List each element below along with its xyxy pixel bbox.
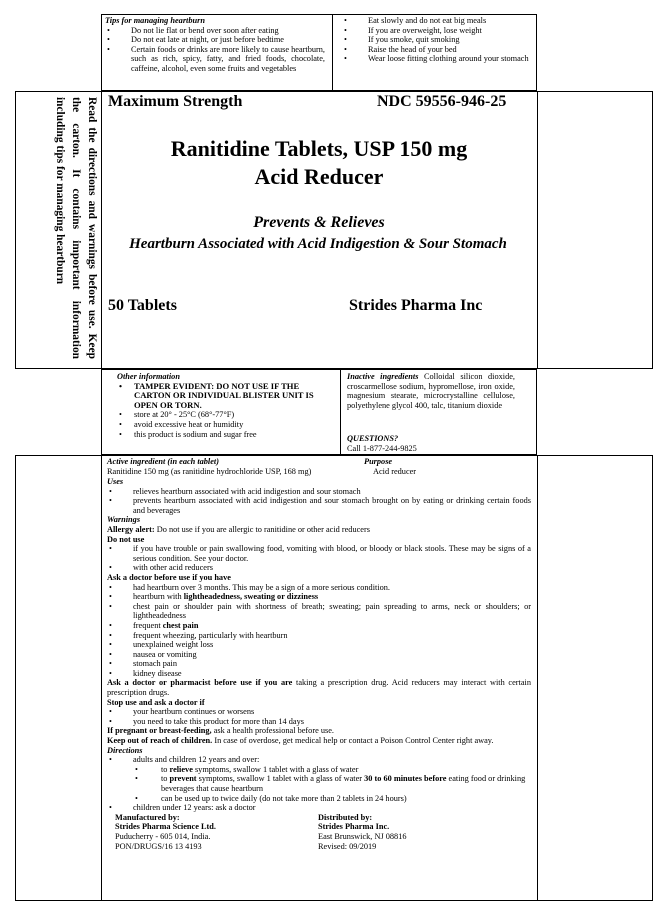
pharmacist-label: Ask a doctor or pharmacist before use if you are — [107, 678, 293, 688]
do-not-use-label: Do not use — [107, 534, 145, 544]
other-info-title: Other information — [117, 372, 180, 381]
allergy-label: Allergy alert: — [107, 524, 155, 534]
ask-item-bold: chest pain — [162, 620, 199, 630]
use-item: • relieves heartburn associated with acid indigestion and sour stomach — [107, 487, 531, 497]
warnings-title: Warnings — [107, 515, 141, 525]
claim-line-2: Heartburn Associated with Acid Indigestion & Sour Stomach — [129, 236, 507, 252]
tamper-warning: • TAMPER EVIDENT: DO NOT USE IF THE CARTON OR INDIVIDUAL BLISTER UNIT IS OPEN OR TORN. — [117, 382, 335, 411]
questions-block — [347, 434, 515, 453]
other-info-item: • this product is sodium and sugar free — [117, 430, 335, 440]
dir-text: symptoms, swallow 1 tablet with a glass of water — [192, 764, 359, 774]
dir-text: to — [161, 774, 170, 784]
directions-children: • children under 12 years: ask a doctor — [107, 803, 531, 813]
side-panel — [42, 97, 100, 359]
directions-adults: • adults and children 12 years and over: — [107, 755, 531, 765]
side-text: Read the directions and warnings before use. Keep the carton. It contains important information including tips for managing heartburn — [54, 97, 98, 359]
active-text: Ranitidine 150 mg (as ranitidine hydrochloride USP, 168 mg) — [107, 466, 312, 476]
tablet-count: 50 Tablets — [108, 297, 177, 314]
do-not-use-item: • with other acid reducers — [107, 563, 531, 573]
tips-divider — [332, 14, 333, 91]
mfg-title: Manufactured by: — [115, 812, 180, 822]
dir-bold: relieve — [169, 764, 193, 774]
dir-text: eating food or drinking beverages that cause heartburn — [161, 774, 526, 793]
dist-name: Strides Pharma Inc. — [318, 822, 390, 832]
inactive-title: Inactive ingredients — [347, 372, 419, 381]
ask-item-text: heartburn with — [133, 592, 184, 602]
keep-out-label: Keep out of reach of children. — [107, 736, 213, 746]
inactive-text: Colloidal silicon dioxide, croscarmellose sodium, hypromellose, iron oxide, magnesium stearate, microcrystalline cellulose, polyethylene glycol 400, talc, titanium dioxide — [347, 372, 515, 410]
stop-use-item: • your heartburn continues or worsens — [107, 707, 531, 717]
keep-out-warning — [107, 736, 531, 746]
ask-doctor-item: • chest pain or shoulder pain with shortness of breath; sweating; pain spreading to arms, neck or shoulders; or lightheadedness — [107, 602, 531, 621]
tip-item: • Raise the head of your bed — [342, 45, 530, 55]
purpose-title: Purpose — [364, 457, 393, 466]
tips-right-column — [342, 16, 530, 64]
allergy-alert — [107, 525, 531, 535]
allergy-text: Do not use if you are allergic to ranitidine or other acid reducers — [154, 524, 370, 534]
facts-divider-left — [101, 455, 102, 901]
dir-bold: 30 to 60 minutes before — [364, 774, 447, 784]
ask-item-bold: lightheadedness, sweating or dizziness — [183, 592, 319, 602]
pregnancy-warning — [107, 726, 531, 736]
pharmacist-text: taking a prescription drug. Acid reducers may interact with certain prescription drugs. — [107, 678, 531, 698]
ask-doctor-item: • frequent wheezing, particularly with heartburn — [107, 631, 531, 641]
company-name: Strides Pharma Inc — [349, 297, 483, 314]
other-info-item: • store at 20° - 25°C (68°-77°F) — [117, 410, 335, 420]
purpose-text: Acid reducer — [373, 466, 417, 476]
manufacturer-row — [107, 813, 531, 853]
dir-text: symptoms, swallow 1 tablet with a glass of water — [196, 774, 365, 784]
ask-doctor-item: • had heartburn over 3 months. This may be a sign of a more serious condition. — [107, 583, 531, 593]
active-title: Active ingredient (in each tablet) — [107, 457, 219, 466]
mfg-address: Puducherry - 605 014, India. — [115, 831, 211, 841]
drug-facts-content — [107, 457, 531, 853]
pharmacist-warning — [107, 678, 531, 697]
tips-left-column — [105, 16, 325, 74]
ask-doctor-item: • stomach pain — [107, 659, 531, 669]
tip-item: • Do not eat late at night, or just before bedtime — [105, 35, 325, 45]
pregnancy-text: ask a health professional before use. — [211, 726, 334, 736]
inactive-ingredients — [347, 372, 515, 410]
tip-item: • Certain foods or drinks are more likely to cause heartburn, such as rich, spicy, fatty, and fried foods, chocolate, caffeine, alcohol, even some fruits and vegetables — [105, 45, 325, 74]
tip-item: • If you smoke, quit smoking — [342, 35, 530, 45]
active-purpose-row — [107, 457, 531, 477]
tip-item: • Eat slowly and do not eat big meals — [342, 16, 530, 26]
do-not-use-item: • if you have trouble or pain swallowing food, vomiting with blood, or bloody or black stools. These may be signs of a serious condition. See your doctor. — [107, 544, 531, 563]
direction-item — [133, 765, 531, 775]
other-info-item: • avoid excessive heat or humidity — [117, 420, 335, 430]
mfg-name: Strides Pharma Science Ltd. — [115, 822, 216, 832]
ask-doctor-item: • kidney disease — [107, 669, 531, 679]
mfg-code: PON/DRUGS/16 13 4193 — [115, 841, 202, 851]
directions-title: Directions — [107, 745, 143, 755]
distributor-block — [318, 813, 407, 851]
manufacturer-block — [115, 813, 216, 851]
info-divider — [340, 369, 341, 455]
front-panel-divider-right — [537, 91, 538, 369]
stop-use-item: • you need to take this product for more than 14 days — [107, 717, 531, 727]
tips-title: Tips for managing heartburn — [105, 16, 205, 25]
ask-doctor-item — [107, 592, 531, 602]
questions-title: QUESTIONS? — [347, 434, 399, 443]
product-name: Ranitidine Tablets, USP 150 mg — [170, 136, 468, 161]
other-info-column — [117, 372, 335, 439]
ndc-number: NDC 59556-946-25 — [377, 93, 507, 110]
revised-date: Revised: 09/2019 — [318, 841, 377, 851]
dist-address: East Brunswick, NJ 08816 — [318, 831, 407, 841]
claim-line-1: Prevents & Relieves — [253, 214, 385, 231]
product-subtitle: Acid Reducer — [254, 164, 384, 189]
ask-doctor-item — [107, 621, 531, 631]
facts-divider-right — [537, 455, 538, 901]
ask-item-text: frequent — [133, 620, 163, 630]
keep-out-text: In case of overdose, get medical help or contact a Poison Control Center right away. — [212, 736, 494, 746]
direction-item — [133, 774, 531, 793]
direction-item: • can be used up to twice daily (do not take more than 2 tablets in 24 hours) — [133, 794, 531, 804]
dist-title: Distributed by: — [318, 812, 373, 822]
use-item: • prevents heartburn associated with acid indigestion and sour stomach brought on by eating or drinking certain foods and beverages — [107, 496, 531, 515]
dir-text: to — [161, 764, 170, 774]
ask-doctor-item: • nausea or vomiting — [107, 650, 531, 660]
strength-label: Maximum Strength — [108, 93, 243, 110]
tip-item: • If you are overweight, lose weight — [342, 26, 530, 36]
pregnancy-label: If pregnant or breast-feeding, — [107, 726, 212, 736]
ask-doctor-item: • unexplained weight loss — [107, 640, 531, 650]
tip-item: • Do not lie flat or bend over soon after eating — [105, 26, 325, 36]
tip-item: • Wear loose fitting clothing around your stomach — [342, 54, 530, 64]
ask-doctor-label: Ask a doctor before use if you have — [107, 572, 231, 582]
stop-use-label: Stop use and ask a doctor if — [107, 697, 205, 707]
dir-bold: prevent — [169, 774, 197, 784]
phone-number: Call 1-877-244-9825 — [347, 443, 417, 453]
uses-title: Uses — [107, 477, 124, 486]
